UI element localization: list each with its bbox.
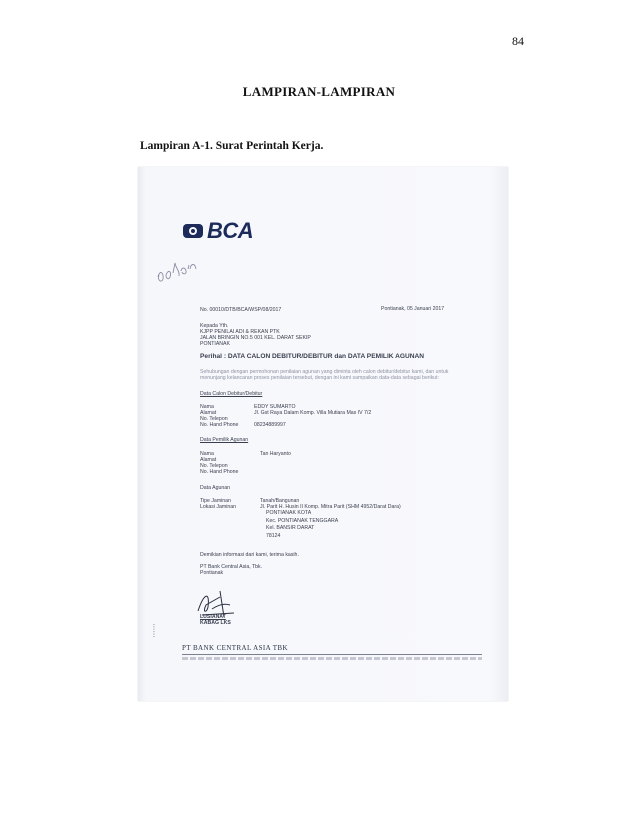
- owner-name-value: Tan Haryanto: [260, 451, 291, 457]
- collateral-type-label: Tipe Jaminan: [200, 498, 231, 504]
- footer-company: PT BANK CENTRAL ASIA TBK: [182, 644, 288, 652]
- recipient-line1: KJPP PENILAI ADI & REKAN PTK: [200, 329, 280, 335]
- collateral-location-line: 78124: [266, 533, 281, 539]
- signoff-company: PT Bank Central Asia, Tbk.: [200, 564, 263, 570]
- debtor-mobile-label: No. Hand Phone: [200, 422, 239, 428]
- owner-section-title: Data Pemilik Agunan: [200, 437, 249, 443]
- collateral-type-value: Tanah/Bangunan: [260, 498, 300, 504]
- bca-logo: [182, 218, 253, 244]
- recipient-to: Kepada Yth.: [200, 323, 229, 329]
- intro-line-1: Sehubungan dengan permohonan penilaian agunan yang diminta oleh calon debitur/debitur kami, dan untuk: [200, 369, 449, 375]
- side-print-mark: ▪ ▪ ▪ ▪ ▪ ▪: [152, 623, 156, 637]
- scanned-letter: [138, 167, 508, 701]
- owner-phone-label: No. Telepon: [200, 463, 228, 469]
- intro-line-2: menunjang kelancaran proses penilaian tersebut, dengan ini kami sampaikan data-data sebagai berikut:: [200, 375, 440, 381]
- collateral-section-title: Data Agunan: [200, 485, 230, 491]
- owner-mobile-label: No. Hand Phone: [200, 469, 239, 475]
- letter-subject: Perihal : DATA CALON DEBITUR/DEBITUR dan DATA PEMILIK AGUNAN: [200, 353, 425, 360]
- page-heading: LAMPIRAN-LAMPIRAN: [242, 84, 396, 99]
- owner-name-label: Nama: [200, 451, 214, 457]
- owner-address-label: Alamat: [200, 457, 217, 463]
- logo-text: BCA: [207, 218, 254, 243]
- debtor-section-title: Data Calon Debitur/Debitur: [200, 391, 263, 397]
- debtor-phone-label: No. Telepon: [200, 416, 228, 422]
- recipient-line2: JALAN BRINGIN NO.5 001 KEL. DARAT SEKIP: [200, 335, 311, 341]
- collateral-location-line: PONTIANAK KOTA: [266, 510, 312, 516]
- debtor-name-value: EDDY SUMARTO: [254, 404, 296, 410]
- bca-emblem-icon: [182, 222, 204, 240]
- collateral-location-line: Jl. Parit H. Husin II Komp. Mitra Parit (SHM 4952/Darat Dara): [260, 504, 401, 510]
- signatory-name: LUSIANAT: [200, 614, 226, 620]
- handwritten-note-icon: [154, 247, 204, 287]
- signoff-city: Pontianak: [200, 570, 224, 576]
- footer-address-strip: [182, 657, 482, 660]
- debtor-address-value: Jl. Gst Raya Dalam Komp. Villa Mutiara Mas IV 7/2: [254, 410, 372, 416]
- debtor-address-label: Alamat: [200, 410, 217, 416]
- page-number: 84: [512, 34, 524, 48]
- recipient-line3: PONTIANAK: [200, 341, 230, 347]
- footer-divider: [182, 654, 482, 655]
- reference-number: No. 00010/DTB/BCA/WSP/08/2017: [200, 307, 282, 313]
- place-date: Pontianak, 05 Januari 2017: [381, 306, 445, 312]
- collateral-location-line: Kel. BANSIR DARAT: [266, 525, 315, 531]
- appendix-caption: Lampiran A-1. Surat Perintah Kerja.: [140, 140, 324, 152]
- collateral-location-line: Kec. PONTIANAK TENGGARA: [266, 518, 339, 524]
- closing-line: Demikian informasi dari kami, terima kasih.: [200, 552, 299, 558]
- collateral-location-label: Lokasi Jaminan: [200, 504, 237, 510]
- debtor-mobile-value: 08234889997: [254, 422, 286, 428]
- signatory-title: KABAG LKS: [200, 620, 231, 626]
- debtor-name-label: Nama: [200, 404, 214, 410]
